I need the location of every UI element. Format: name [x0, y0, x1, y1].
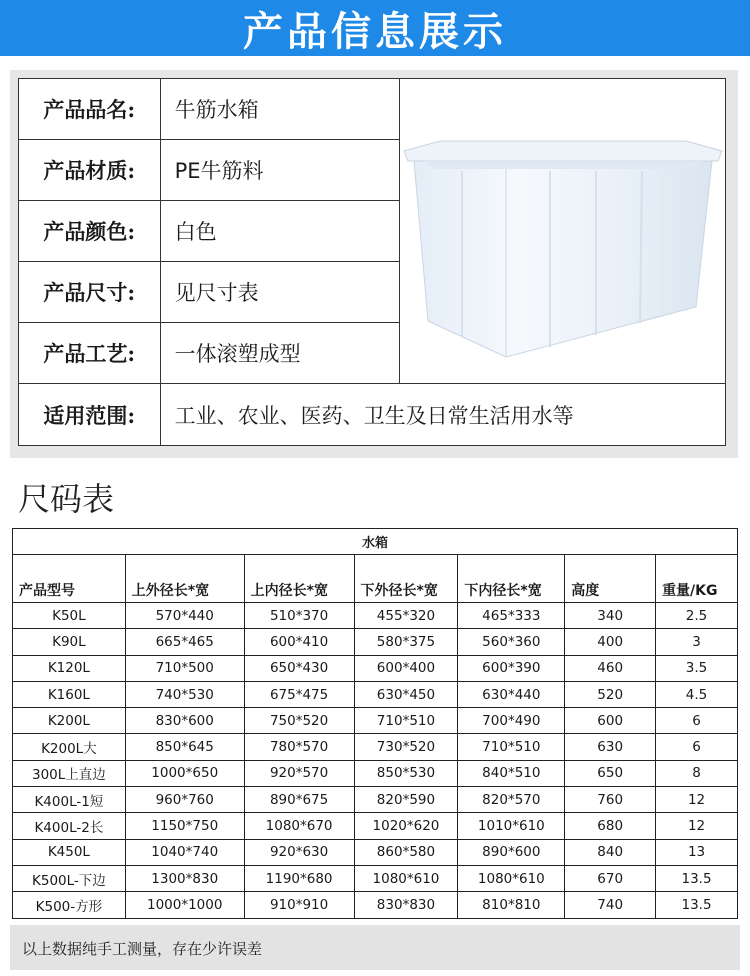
header-banner — [0, 0, 750, 56]
info-label: 产品品名: — [19, 79, 161, 140]
info-label: 产品材质: — [19, 140, 161, 201]
table-cell: 1000*650 — [125, 760, 244, 786]
table-cell: 710*500 — [125, 655, 244, 681]
table-row — [13, 865, 738, 891]
column-header: 下外径长*宽 — [354, 555, 458, 603]
info-row — [19, 384, 726, 446]
table-cell: 780*570 — [244, 734, 354, 760]
table-cell: K400L-2长 — [13, 813, 126, 839]
table-cell: 6 — [656, 734, 738, 760]
table-cell: 710*510 — [458, 734, 565, 760]
table-cell: 600*390 — [458, 655, 565, 681]
table-cell: 840 — [565, 839, 656, 865]
column-header: 重量/KG — [656, 555, 738, 603]
table-cell: 600*400 — [354, 655, 458, 681]
column-header: 高度 — [565, 555, 656, 603]
table-cell: 890*675 — [244, 787, 354, 813]
column-header: 产品型号 — [13, 555, 126, 603]
table-cell: 6 — [656, 708, 738, 734]
table-cell: 1080*670 — [244, 813, 354, 839]
table-cell: 750*520 — [244, 708, 354, 734]
table-cell: 630*450 — [354, 681, 458, 707]
table-row — [13, 839, 738, 865]
table-cell: 600 — [565, 708, 656, 734]
table-cell: K160L — [13, 681, 126, 707]
table-cell: 960*760 — [125, 787, 244, 813]
table-cell: 1040*740 — [125, 839, 244, 865]
table-row — [13, 787, 738, 813]
table-cell: 1000*1000 — [125, 892, 244, 918]
table-cell: K450L — [13, 839, 126, 865]
page-title: 产品信息展示 — [243, 8, 507, 55]
table-cell: 1020*620 — [354, 813, 458, 839]
table-cell: 2.5 — [656, 603, 738, 629]
size-table — [12, 528, 738, 919]
info-value: 白色 — [160, 201, 399, 262]
table-cell: 650*430 — [244, 655, 354, 681]
table-cell: 650 — [565, 760, 656, 786]
table-row — [13, 603, 738, 629]
table-cell: 670 — [565, 865, 656, 891]
size-table-caption: 水箱 — [13, 529, 738, 555]
table-row — [13, 708, 738, 734]
table-cell: 680 — [565, 813, 656, 839]
table-cell: 920*570 — [244, 760, 354, 786]
table-cell: K200L大 — [13, 734, 126, 760]
table-cell: 830*830 — [354, 892, 458, 918]
table-cell: K500-方形 — [13, 892, 126, 918]
table-cell: 890*600 — [458, 839, 565, 865]
info-value: 见尺寸表 — [160, 262, 399, 323]
table-cell: 600*410 — [244, 629, 354, 655]
table-cell: 740*530 — [125, 681, 244, 707]
table-cell: 1300*830 — [125, 865, 244, 891]
table-row — [13, 681, 738, 707]
table-row — [13, 760, 738, 786]
table-cell: 860*580 — [354, 839, 458, 865]
table-cell: 465*333 — [458, 603, 565, 629]
table-cell: 850*645 — [125, 734, 244, 760]
table-cell: 920*630 — [244, 839, 354, 865]
table-cell: 675*475 — [244, 681, 354, 707]
water-tank-icon — [400, 79, 725, 383]
info-label: 产品颜色: — [19, 201, 161, 262]
table-cell: 3 — [656, 629, 738, 655]
table-cell: 1080*610 — [458, 865, 565, 891]
table-cell: 810*810 — [458, 892, 565, 918]
table-cell: 730*520 — [354, 734, 458, 760]
table-cell: 850*530 — [354, 760, 458, 786]
info-value: 一体滚塑成型 — [160, 323, 399, 384]
table-row — [13, 813, 738, 839]
table-cell: 12 — [656, 787, 738, 813]
table-row — [13, 892, 738, 918]
info-label: 适用范围: — [19, 384, 161, 446]
table-cell: 4.5 — [656, 681, 738, 707]
table-cell: 13.5 — [656, 892, 738, 918]
table-cell: 300L上直边 — [13, 760, 126, 786]
table-cell: K200L — [13, 708, 126, 734]
table-cell: 8 — [656, 760, 738, 786]
table-cell: 910*910 — [244, 892, 354, 918]
table-cell: 630 — [565, 734, 656, 760]
table-cell: 700*490 — [458, 708, 565, 734]
table-cell: 13 — [656, 839, 738, 865]
table-cell: 580*375 — [354, 629, 458, 655]
product-image-cell — [400, 79, 726, 384]
column-header: 上内径长*宽 — [244, 555, 354, 603]
measurement-note: 以上数据纯手工测量，存在少许误差 — [22, 940, 263, 958]
table-cell: K120L — [13, 655, 126, 681]
info-label: 产品工艺: — [19, 323, 161, 384]
table-cell: 710*510 — [354, 708, 458, 734]
table-row — [13, 734, 738, 760]
table-cell: 510*370 — [244, 603, 354, 629]
table-cell: 520 — [565, 681, 656, 707]
column-header: 上外径长*宽 — [125, 555, 244, 603]
info-label: 产品尺寸: — [19, 262, 161, 323]
table-cell: 820*570 — [458, 787, 565, 813]
table-cell: K400L-1短 — [13, 787, 126, 813]
table-cell: 665*465 — [125, 629, 244, 655]
info-value: PE牛筋料 — [160, 140, 399, 201]
table-cell: 1150*750 — [125, 813, 244, 839]
table-cell: K500L-下边 — [13, 865, 126, 891]
info-value: 工业、农业、医药、卫生及日常生活用水等 — [160, 384, 725, 446]
table-cell: 560*360 — [458, 629, 565, 655]
table-cell: 740 — [565, 892, 656, 918]
table-cell: 840*510 — [458, 760, 565, 786]
table-cell: 340 — [565, 603, 656, 629]
table-cell: 460 — [565, 655, 656, 681]
table-cell: 570*440 — [125, 603, 244, 629]
info-value: 牛筋水箱 — [160, 79, 399, 140]
table-cell: 1010*610 — [458, 813, 565, 839]
column-header: 下内径长*宽 — [458, 555, 565, 603]
table-cell: K90L — [13, 629, 126, 655]
table-cell: 830*600 — [125, 708, 244, 734]
table-row — [13, 629, 738, 655]
table-cell: 400 — [565, 629, 656, 655]
table-cell: 760 — [565, 787, 656, 813]
table-cell: K50L — [13, 603, 126, 629]
info-row — [19, 79, 726, 140]
table-cell: 12 — [656, 813, 738, 839]
table-cell: 630*440 — [458, 681, 565, 707]
product-info-table — [18, 78, 726, 446]
table-cell: 1190*680 — [244, 865, 354, 891]
table-cell: 820*590 — [354, 787, 458, 813]
table-cell: 3.5 — [656, 655, 738, 681]
table-cell: 13.5 — [656, 865, 738, 891]
table-cell: 455*320 — [354, 603, 458, 629]
size-section-title: 尺码表 — [18, 480, 115, 518]
size-table-header — [13, 555, 738, 603]
table-cell: 1080*610 — [354, 865, 458, 891]
table-row — [13, 655, 738, 681]
